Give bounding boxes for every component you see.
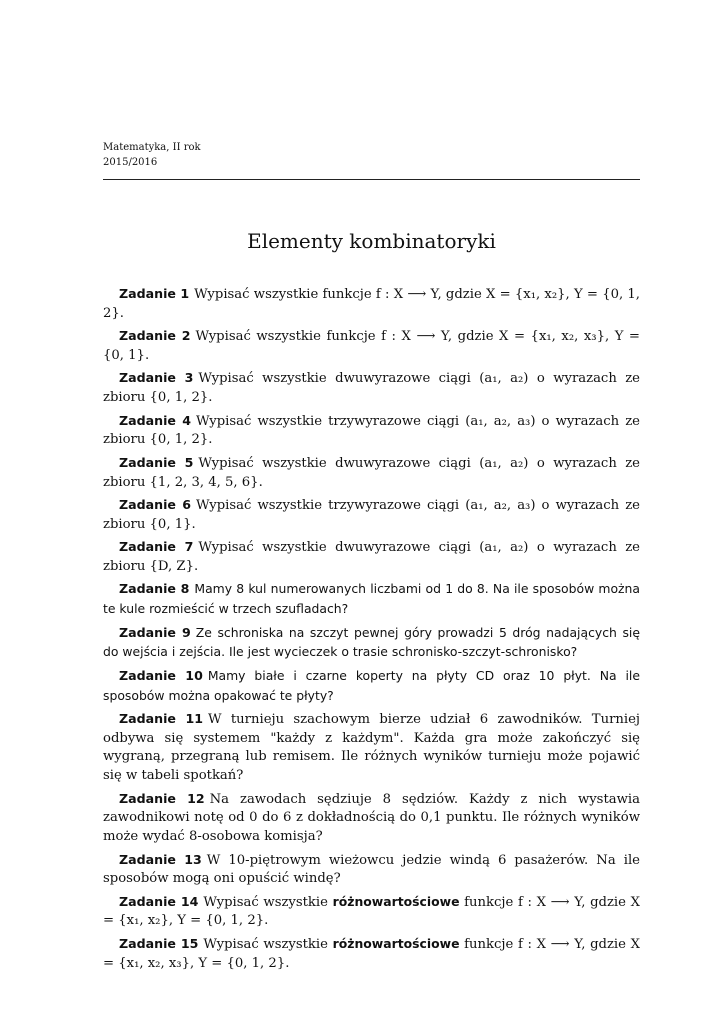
task-label: Zadanie 10 bbox=[119, 667, 203, 683]
task-text-post: funkcje f : X ⟶ Y, gdzie X = {x₁, x₂, x₃}, Y = {0, 1, 2}. bbox=[103, 936, 640, 971]
header-rule bbox=[103, 179, 640, 180]
task-label: Zadanie 14 bbox=[119, 893, 199, 909]
task-text-post: funkcje f : X ⟶ Y, gdzie X = {x₁, x₂}, Y = {0, 1, 2}. bbox=[103, 894, 640, 929]
academic-year: 2015/2016 bbox=[103, 157, 158, 168]
task-label: Zadanie 11 bbox=[119, 711, 204, 727]
task-4 bbox=[103, 412, 640, 450]
task-text-pre: Wypisać wszystkie bbox=[203, 936, 328, 952]
task-13 bbox=[103, 851, 640, 889]
task-label: Zadanie 15 bbox=[119, 935, 199, 951]
task-label: Zadanie 3 bbox=[119, 370, 194, 386]
task-text: Na zawodach sędziuje 8 sędziów. Każdy z nich wystawia zawodnikowi notę od 0 do 6 z dokładnością do 0,1 punktu. Ile różnych wyników może wydać 8-osobowa komisja? bbox=[103, 791, 640, 845]
task-12 bbox=[103, 790, 640, 847]
task-10 bbox=[103, 667, 640, 706]
task-text: Mamy 8 kul numerowanych liczbami od 1 do 8. Na ile sposobów można te kule rozmieścić w trzech szufladach? bbox=[103, 581, 640, 617]
task-label: Zadanie 4 bbox=[119, 412, 191, 428]
task-15 bbox=[103, 935, 640, 973]
task-label: Zadanie 5 bbox=[119, 454, 194, 470]
task-2 bbox=[103, 327, 640, 365]
task-label: Zadanie 8 bbox=[119, 581, 190, 597]
task-text: Wypisać wszystkie trzywyrazowe ciągi (a₁, a₂, a₃) o wyrazach ze zbioru {0, 1, 2}. bbox=[103, 413, 640, 448]
document-header bbox=[103, 140, 201, 170]
task-text-bold: różnowartościowe bbox=[332, 935, 460, 951]
page-title: Elementy kombinatoryki bbox=[247, 229, 496, 253]
task-text: Wypisać wszystkie funkcje f : X ⟶ Y, gdzie X = {x₁, x₂, x₃}, Y = {0, 1}. bbox=[103, 329, 640, 363]
task-5 bbox=[103, 454, 640, 492]
task-label: Zadanie 6 bbox=[119, 497, 191, 513]
task-6 bbox=[103, 496, 640, 534]
task-8 bbox=[103, 580, 640, 619]
task-list bbox=[103, 285, 640, 977]
task-text: W 10-piętrowym wieżowcu jedzie windą 6 pasażerów. Na ile sposobów mogą oni opuścić windę? bbox=[103, 852, 640, 887]
task-14 bbox=[103, 893, 640, 931]
course-name: Matematyka, II rok bbox=[103, 142, 201, 153]
task-text: Wypisać wszystkie dwuwyrazowe ciągi (a₁, a₂) o wyrazach ze zbioru {0, 1, 2}. bbox=[103, 371, 640, 406]
task-text-bold: różnowartościowe bbox=[332, 893, 460, 909]
task-11 bbox=[103, 710, 640, 786]
task-text: W turnieju szachowym bierze udział 6 zawodników. Turniej odbywa się systemem "każdy z każdym". Każda gra może zakończyć się wygraną, przegraną lub remisem. Ile różnych wyników turnieju może pojawić się w tabeli spotkań? bbox=[103, 712, 640, 784]
task-1 bbox=[103, 285, 640, 323]
task-text: Ze schroniska na szczyt pewnej góry prowadzi 5 dróg nadających się do wejścia i zejścia. Ile jest wycieczek o trasie schronisko-szczyt-schronisko? bbox=[103, 624, 640, 660]
task-label: Zadanie 12 bbox=[119, 790, 205, 806]
task-label: Zadanie 7 bbox=[119, 539, 194, 555]
task-3 bbox=[103, 369, 640, 407]
task-label: Zadanie 1 bbox=[119, 286, 190, 301]
task-text-pre: Wypisać wszystkie bbox=[203, 894, 328, 910]
task-label: Zadanie 2 bbox=[119, 328, 191, 344]
task-7 bbox=[103, 538, 640, 576]
task-text: Mamy białe i czarne koperty na płyty CD oraz 10 płyt. Na ile sposobów można opakować te płyty? bbox=[103, 667, 640, 703]
task-text: Wypisać wszystkie trzywyrazowe ciągi (a₁, a₂, a₃) o wyrazach ze zbioru {0, 1}. bbox=[103, 498, 640, 532]
task-text: Wypisać wszystkie funkcje f : X ⟶ Y, gdzie X = {x₁, x₂}, Y = {0, 1, 2}. bbox=[103, 287, 640, 321]
task-9 bbox=[103, 624, 640, 663]
task-label: Zadanie 9 bbox=[119, 624, 191, 640]
task-text: Wypisać wszystkie dwuwyrazowe ciągi (a₁, a₂) o wyrazach ze zbioru {1, 2, 3, 4, 5, 6}. bbox=[103, 455, 640, 490]
task-label: Zadanie 13 bbox=[119, 851, 202, 867]
task-text: Wypisać wszystkie dwuwyrazowe ciągi (a₁, a₂) o wyrazach ze zbioru {D, Z}. bbox=[103, 540, 640, 574]
